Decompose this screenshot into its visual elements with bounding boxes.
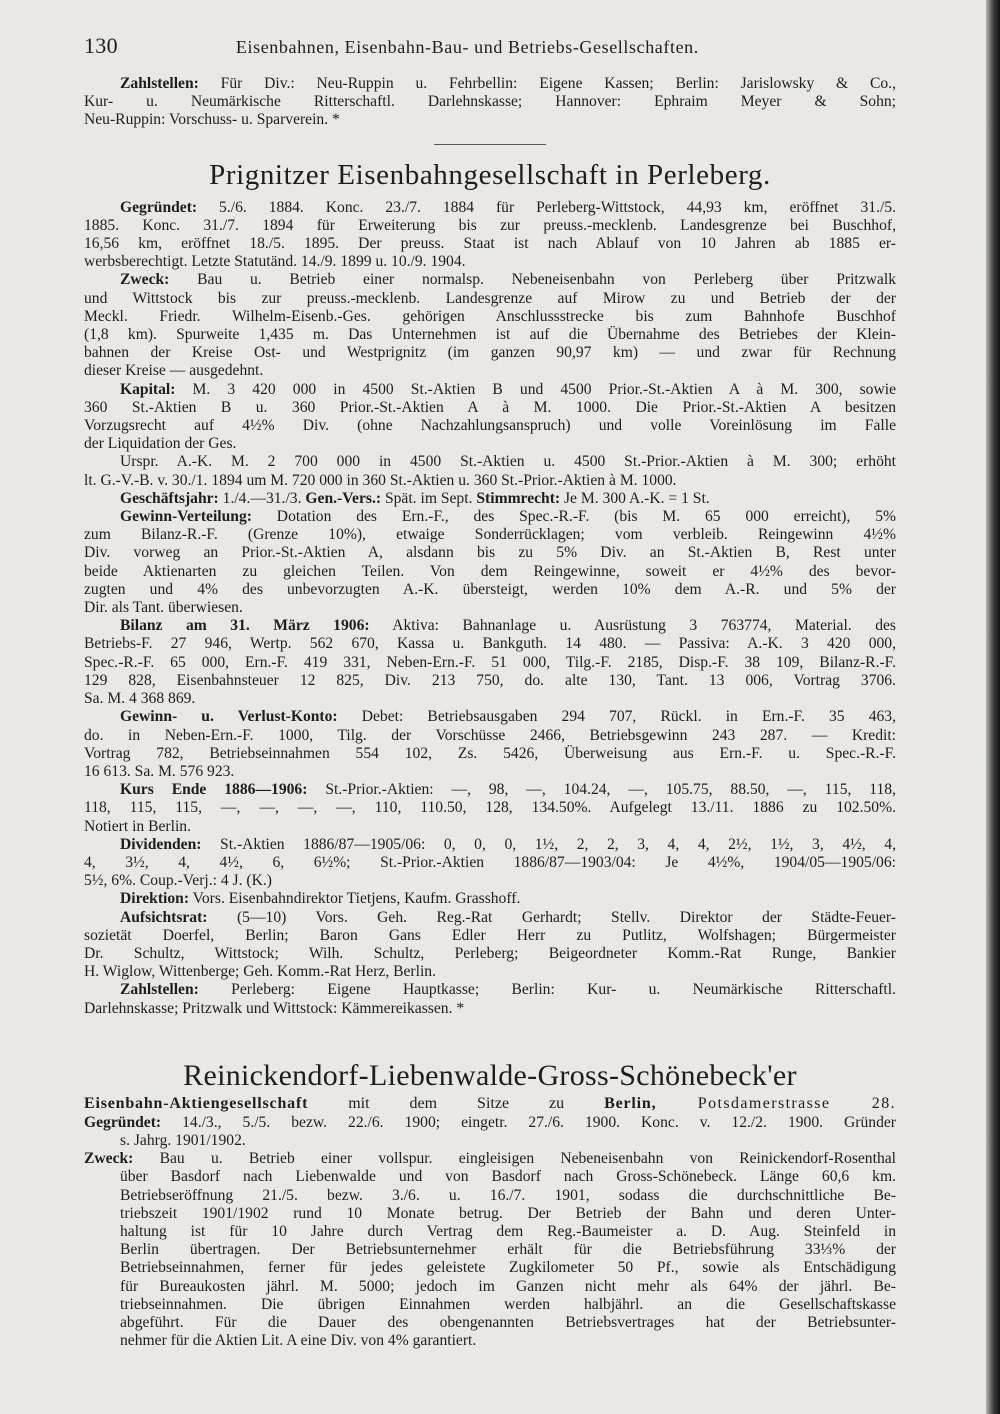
- paragraph-line: dieser Kreise — ausgedehnt.: [84, 362, 264, 380]
- paragraph-line: Aktiva: Bahnanlage u. Ausrüstung 3 763774, Material. des: [369, 617, 896, 635]
- paragraph-line: M. 3 420 000 in 4500 St.-Aktien B und 4500 Prior.-St.-Aktien A à M. 300, sowie: [175, 380, 896, 398]
- company-type: Eisenbahn-Aktiengesellschaft: [84, 1094, 309, 1112]
- paragraph-line: Urspr. A.-K. M. 2 700 000 in 4500 St.-Aktien u. 4500 St.-Prior.-Aktien à M. 300; erhöht: [120, 453, 896, 471]
- paragraph-line: s. Jahrg. 1901/1902.: [120, 1131, 246, 1149]
- paragraph-line: Debet: Betriebsausgaben 294 707, Rückl. in Ern.-F. 35 463,: [337, 708, 896, 726]
- direktion-label: Direktion:: [120, 890, 190, 908]
- paragraph-line: 129 828, Eisenbahnsteuer 12 825, Div. 213 750, do. alte 130, Tant. 13 006, Vortrag 3706.: [84, 671, 896, 689]
- paragraph-line: (1,8 km). Spurweite 1,435 m. Das Unternehmen ist auf die Übernahme des Betriebes der Klein-: [84, 326, 896, 344]
- paragraph-line: 16 613. Sa. M. 576 923.: [84, 762, 235, 780]
- zweck-label: Zweck:: [120, 271, 170, 289]
- paragraph-line: Betriebseinnahmen, ferner für jedes geleistete Zugkilometer 50 Pf., sowie als Entschädigung: [120, 1259, 896, 1277]
- top-zahlstellen-block: [84, 75, 896, 130]
- dividenden-paragraph: [84, 836, 896, 891]
- paragraph-line: 5./6. 1884. Konc. 23./7. 1884 für Perleberg-Wittstock, 44,93 km, eröffnet 31./5.: [197, 198, 896, 216]
- subtitle-mid: mit dem Sitze zu: [308, 1094, 605, 1112]
- paragraph-line: Dotation des Ern.-F., des Spec.-R.-F. (bis M. 65 000 erreicht), 5%: [251, 508, 896, 526]
- geschaeftsjahr-label: Geschäftsjahr:: [120, 489, 219, 507]
- section-reinickendorf-body: [84, 1094, 896, 1351]
- paragraph-line: und Wittstock bis zur preuss.-mecklenb. Landesgrenze auf Mirow zu und Betrieb der der: [84, 289, 896, 307]
- paragraph-line: Bau u. Betrieb einer normalsp. Nebeneisenbahn von Perleberg über Pritzwalk: [169, 271, 896, 289]
- paragraph-line: 16,56 km, eröffnet 18./5. 1895. Der preuss. Staat ist nach Ablauf von 10 Jahren ab 1885 er-: [84, 235, 896, 253]
- paragraph-line: bahnen der Kreise Ost- und Westprignitz (im ganzen 90,97 km) — und zwar für Rechnung: [84, 344, 896, 362]
- paragraph-line: 14./3., 5./5. bezw. 22./6. 1900; eingetr. 27./6. 1900. Konc. v. 12./2. 1900. Gründer: [161, 1113, 896, 1131]
- paragraph-line: sozietät Doerfel, Berlin; Baron Gans Edler Herr zu Putlitz, Wolfshagen; Bürgermeister: [84, 926, 896, 944]
- section-title-reinickendorf: Reinickendorf-Liebenwalde-Gross-Schönebeck'er: [183, 1058, 797, 1092]
- paragraph-line: 1885. Konc. 31./7. 1894 für Erweiterung bis zur preuss.-mecklenb. Landesgrenze bei Buschhof,: [84, 216, 896, 234]
- kurs-label: Kurs Ende 1886—1906:: [120, 781, 308, 799]
- paragraph-line: 118, 115, 115, —, —, —, —, 110, 110.50, 128, 134.50%. Aufgelegt 13./11. 1886 zu 102.50%.: [84, 799, 896, 817]
- paragraph-line: Div. vorweg an Prior.-St.-Aktien A, alsdann bis zu 5% Div. an St.-Aktien B, Rest unter: [84, 544, 896, 562]
- paragraph-line: zum Bilanz-R.-F. (Grenze 10%), etwaige Sonderrücklagen; vom verbleib. Reingewinn 4½%: [84, 526, 896, 544]
- aufsichtsrat-label: Aufsichtsrat:: [120, 908, 208, 926]
- bilanz-label: Bilanz am 31. März 1906:: [120, 617, 370, 635]
- paragraph-line: Dir. als Tant. überwiesen.: [84, 599, 243, 617]
- paragraph-line: triebseinnahmen. Die übrigen Einnahmen werden halbjährl. an die Gesellschaftskasse: [120, 1295, 896, 1313]
- paragraph-line: Neu-Ruppin: Vorschuss- u. Sparverein. *: [84, 111, 340, 129]
- paragraph-line: nehmer für die Aktien Lit. A eine Div. von 4% garantiert.: [120, 1332, 477, 1350]
- paragraph-line: Bau u. Betrieb einer vollspur. eingleisigen Nebeneisenbahn von Reinickendorf-Rosenthal: [133, 1150, 896, 1168]
- zweck-paragraph: [84, 1150, 896, 1350]
- paragraph-line: Vors. Eisenbahndirektor Tietjens, Kaufm. Grasshoff.: [189, 890, 521, 908]
- gegruendet-label: Gegründet:: [84, 1113, 162, 1131]
- gen-vers-value: Spät. im Sept.: [381, 489, 473, 507]
- paragraph-line: Kur- u. Neumärkische Ritterschaftl. Darlehnskasse; Hannover: Ephraim Meyer & Sohn;: [84, 93, 896, 111]
- paragraph-line: do. in Neben-Ern.-F. 1000, Tilg. der Vorschüsse 2466, Betriebsgewinn 243 287. — Kredit:: [84, 726, 896, 744]
- paragraph-line: zugten und 4% des unbevorzugten A.-K. übersteigt, werden 10% dem A.-R. und 5% der: [84, 580, 896, 598]
- running-title: Eisenbahnen, Eisenbahn-Bau- und Betriebs-Gesellschaften.: [235, 37, 699, 57]
- stimmrecht-value: Je M. 300 A.-K. = 1 St.: [560, 489, 710, 507]
- kapital-paragraph: [84, 381, 896, 490]
- gegruendet-paragraph: [84, 199, 896, 272]
- paragraph-line: Dr. Schultz, Wittstock; Wilh. Schultz, Perleberg; Beigeordneter Komm.-Rat Runge, Bankier: [84, 944, 896, 962]
- paragraph-line: Meckl. Friedr. Wilhelm-Eisenb.-Ges. gehörigen Anschlussstrecke bis zum Bahnhofe Buschhof: [84, 307, 896, 325]
- paragraph-line: Vortrag 782, Betriebseinnahmen 554 102, Zs. 5426, Überweisung aus Ern.-F. u. Spec.-R.-F.: [84, 744, 896, 762]
- paragraph-line: Spec.-R.-F. 65 000, Ern.-F. 419 331, Neben-Ern.-F. 51 000, Tilg.-F. 2185, Disp.-F. 38 109, Bilanz-R.-F.: [84, 653, 896, 671]
- gewinn-konto-paragraph: [84, 708, 896, 781]
- paragraph-line: über Basdorf nach Liebenwalde und von Basdorf nach Gross-Schönebeck. Länge 60,6 km.: [120, 1168, 896, 1186]
- paragraph-line: H. Wiglow, Wittenberge; Geh. Komm.-Rat Herz, Berlin.: [84, 963, 436, 981]
- paragraph-line: St.-Prior.-Aktien: —, 98, —, 104.24, —, 105.75, 88.50, —, 115, 118,: [307, 781, 896, 799]
- gen-vers-label: Gen.-Vers.:: [305, 489, 382, 507]
- paragraph-line: Für Div.: Neu-Ruppin u. Fehrbellin: Eigene Kassen; Berlin: Jarislowsky & Co.,: [198, 75, 896, 92]
- dividenden-label: Dividenden:: [120, 835, 202, 853]
- paragraph-line: Vorzugsrecht auf 4½% Div. (ohne Nachzahlungsanspruch) und volle Voreinlösung im Falle: [84, 417, 896, 435]
- paragraph-line: 5½, 6%. Coup.-Verj.: 4 J. (K.): [84, 872, 272, 890]
- paragraph-line: der Liquidation der Ges.: [84, 435, 237, 453]
- paragraph-line: Betriebs-F. 27 946, Wertp. 562 670, Kassa u. Bankguth. 14 480. — Passiva: A.-K. 3 420 000,: [84, 635, 896, 653]
- section-divider: [434, 144, 546, 145]
- paragraph-line: Perleberg: Eigene Hauptkasse; Berlin: Kur- u. Neumärkische Ritterschaftl.: [198, 981, 896, 999]
- gewinn-verteilung-paragraph: [84, 508, 896, 617]
- paragraph-line: 360 St.-Aktien B u. 360 Prior.-St.-Aktien A à M. 1000. Die Prior.-St.-Aktien A besitzen: [84, 398, 896, 416]
- paragraph-line: (5—10) Vors. Geh. Reg.-Rat Gerhardt; Stellv. Direktor der Städte-Feuer-: [207, 908, 896, 926]
- paragraph-line: für Bureaukosten jährl. M. 5000; jedoch im Ganzen nicht mehr als 64% der jährl. Be-: [120, 1277, 896, 1295]
- paragraph-line: Betriebseröffnung 21./5. bezw. 3./6. u. 16./7. 1901, sodass die durchschnittliche Be-: [120, 1186, 896, 1204]
- geschaeftsjahr-paragraph: [84, 490, 896, 508]
- paragraph-line: Notiert in Berlin.: [84, 817, 191, 835]
- aufsichtsrat-paragraph: [84, 909, 896, 982]
- paragraph-line: Sa. M. 4 368 869.: [84, 690, 196, 708]
- kapital-label: Kapital:: [120, 380, 176, 398]
- gegruendet-label: Gegründet:: [120, 198, 198, 216]
- paragraph-line: haltung ist für 10 Jahre durch Vertrag dem Reg.-Baumeister a. D. Aug. Steinfeld in: [120, 1222, 896, 1240]
- paragraph-line: lt. G.-V.-B. v. 30./1. 1894 um M. 720 000 in 360 St.-Aktien u. 360 St.-Prior.-Aktien à M. 1000.: [84, 471, 677, 489]
- direktion-paragraph: [84, 890, 896, 908]
- company-street: Potsdamerstrasse 28.: [656, 1094, 896, 1112]
- section-title-prignitzer: Prignitzer Eisenbahngesellschaft in Perleberg.: [209, 158, 771, 191]
- paragraph-line: abgeführt. Für die Dauer des obengenannten Betriebsvertrages hat der Betriebsunter-: [120, 1313, 896, 1331]
- zahlstellen-paragraph: [84, 981, 896, 1017]
- gegruendet-paragraph: [84, 1114, 896, 1150]
- document-page: [84, 34, 896, 1350]
- section-prignitzer-body: [84, 199, 896, 1018]
- page-binding-edge: [986, 0, 1000, 1414]
- company-subtitle: [84, 1094, 896, 1114]
- paragraph-line: Darlehnskasse; Pritzwalk und Wittstock: Kämmereikassen. *: [84, 999, 465, 1017]
- zweck-label: Zweck:: [84, 1150, 134, 1168]
- paragraph-line: St.-Aktien 1886/87—1905/06: 0, 0, 0, 1½, 2, 2, 3, 4, 4, 2½, 1½, 3, 4½, 4,: [201, 835, 896, 853]
- gewinn-konto-label: Gewinn- u. Verlust-Konto:: [120, 708, 338, 726]
- paragraph-line: Berlin übertragen. Der Betriebsunternehmer erhält für die Betriebsführung 33⅓% der: [120, 1241, 896, 1259]
- paragraph-line: triebszeit 1901/1902 rund 10 Monate betrug. Der Betrieb der Bahn und deren Unter-: [120, 1204, 896, 1222]
- company-city: Berlin,: [604, 1094, 657, 1112]
- geschaeftsjahr-value: 1./4.—31./3.: [218, 489, 302, 507]
- zahlstellen-label: Zahlstellen:: [120, 75, 199, 92]
- paragraph-line: beide Aktienarten zu gleichen Teilen. Von dem Reingewinne, soweit er 4½% des bevor-: [84, 562, 896, 580]
- gewinn-verteilung-label: Gewinn-Verteilung:: [120, 508, 252, 526]
- paragraph-line: werbsberechtigt. Letzte Statutänd. 14./9. 1899 u. 10./9. 1904.: [84, 253, 466, 271]
- paragraph-line: 4, 3½, 4, 4½, 6, 6½%; St.-Prior.-Aktien 1886/87—1903/04: Je 4½%, 1904/05—1905/06:: [84, 853, 896, 871]
- page-number: 130: [84, 33, 118, 58]
- running-header: [84, 34, 896, 59]
- bilanz-paragraph: [84, 617, 896, 708]
- stimmrecht-label: Stimmrecht:: [476, 489, 561, 507]
- kurs-paragraph: [84, 781, 896, 836]
- zahlstellen-label: Zahlstellen:: [120, 981, 199, 999]
- zweck-paragraph: [84, 271, 896, 380]
